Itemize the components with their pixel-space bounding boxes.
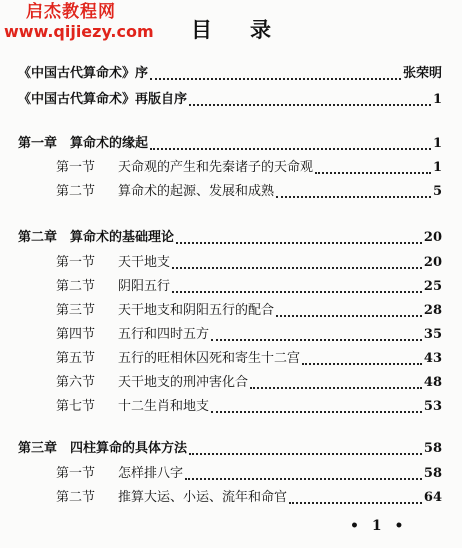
toc-section-number: 第三节 (56, 303, 96, 318)
toc-section-2-3[interactable] (56, 303, 442, 319)
toc-section-number: 第六节 (56, 375, 96, 390)
toc-entry-label: 怎样排八字 (118, 466, 184, 481)
leader-dots (289, 493, 422, 504)
toc-entry-page: 张荣明 (402, 66, 442, 81)
toc-entry-label: 推算大运、小运、流年和命官 (118, 490, 288, 505)
leader-dots (189, 95, 431, 106)
leader-dots (176, 233, 422, 244)
toc-entry-page: 43 (423, 351, 442, 366)
toc-entry-page: 1 (432, 92, 442, 107)
toc-section-number: 第二节 (56, 184, 96, 199)
toc-entry-label: 第一章 算命术的缘起 (18, 136, 149, 151)
toc-entry-page: 58 (423, 466, 442, 481)
toc-section-2-2[interactable] (56, 279, 442, 295)
toc-entry-page: 48 (423, 375, 442, 390)
toc-section-3-2[interactable] (56, 490, 442, 506)
toc-section-number: 第一节 (56, 160, 96, 175)
toc-entry-label: 第三章 四柱算命的具体方法 (18, 441, 188, 456)
toc-entry-label: 天干地支的刑冲害化合 (118, 375, 249, 390)
toc-section-number: 第二节 (56, 279, 96, 294)
toc-entry-page: 20 (423, 255, 442, 270)
page-number: • 1 • (350, 518, 408, 534)
toc-entry-label: 阴阳五行 (118, 279, 171, 294)
toc-entry-page: 28 (423, 303, 442, 318)
toc-entry-label: 十二生肖和地支 (118, 399, 210, 414)
toc-section-1-1[interactable] (56, 160, 442, 176)
leader-dots (150, 139, 431, 150)
leader-dots (172, 282, 422, 293)
leader-dots (276, 306, 422, 317)
toc-entry-label: 《中国古代算命术》再版自序 (18, 92, 188, 107)
toc-entry-reprint-preface[interactable] (18, 92, 442, 108)
toc-entry-preface[interactable] (18, 66, 442, 82)
toc-section-3-1[interactable] (56, 466, 442, 482)
toc-entry-label: 天干地支 (118, 255, 171, 270)
leader-dots (172, 258, 422, 269)
toc-entry-label: 算命术的起源、发展和成熟 (118, 184, 275, 199)
watermark-site-name: 启杰教程网 (26, 2, 116, 22)
toc-entry-page: 58 (423, 441, 442, 456)
toc-entry-page: 25 (423, 279, 442, 294)
leader-dots (150, 69, 401, 80)
leader-dots (276, 187, 431, 198)
leader-dots (211, 330, 422, 341)
toc-section-number: 第七节 (56, 399, 96, 414)
toc-section-2-4[interactable] (56, 327, 442, 343)
toc-entry-page: 35 (423, 327, 442, 342)
toc-entry-label: 《中国古代算命术》序 (18, 66, 149, 81)
toc-section-2-7[interactable] (56, 399, 442, 415)
toc-section-number: 第一节 (56, 466, 96, 481)
watermark-site-url: www.qijiezy.com (4, 22, 154, 41)
leader-dots (185, 469, 422, 480)
leader-dots (211, 402, 422, 413)
toc-entry-label: 第二章 算命术的基础理论 (18, 230, 175, 245)
toc-section-2-5[interactable] (56, 351, 442, 367)
leader-dots (189, 444, 422, 455)
toc-section-number: 第二节 (56, 490, 96, 505)
toc-chapter-1[interactable] (18, 136, 442, 152)
toc-entry-page: 1 (432, 160, 442, 175)
toc-entry-page: 64 (423, 490, 442, 505)
toc-entry-page: 53 (423, 399, 442, 414)
toc-chapter-3[interactable] (18, 441, 442, 457)
page-title: 目录 (191, 17, 309, 42)
toc-entry-label: 五行和四时五方 (118, 327, 210, 342)
toc-entry-page: 5 (432, 184, 442, 199)
leader-dots (250, 378, 422, 389)
toc-section-1-2[interactable] (56, 184, 442, 200)
toc-section-2-1[interactable] (56, 255, 442, 271)
leader-dots (302, 354, 422, 365)
toc-section-number: 第五节 (56, 351, 96, 366)
toc-entry-label: 天干地支和阴阳五行的配合 (118, 303, 275, 318)
toc-section-number: 第四节 (56, 327, 96, 342)
toc-entry-page: 20 (423, 230, 442, 245)
toc-entry-label: 五行的旺相休囚死和寄生十二宫 (118, 351, 301, 366)
toc-entry-label: 天命观的产生和先秦诸子的天命观 (118, 160, 314, 175)
toc-chapter-2[interactable] (18, 230, 442, 246)
leader-dots (315, 163, 431, 174)
toc-entry-page: 1 (432, 136, 442, 151)
toc-section-number: 第一节 (56, 255, 96, 270)
toc-section-2-6[interactable] (56, 375, 442, 391)
